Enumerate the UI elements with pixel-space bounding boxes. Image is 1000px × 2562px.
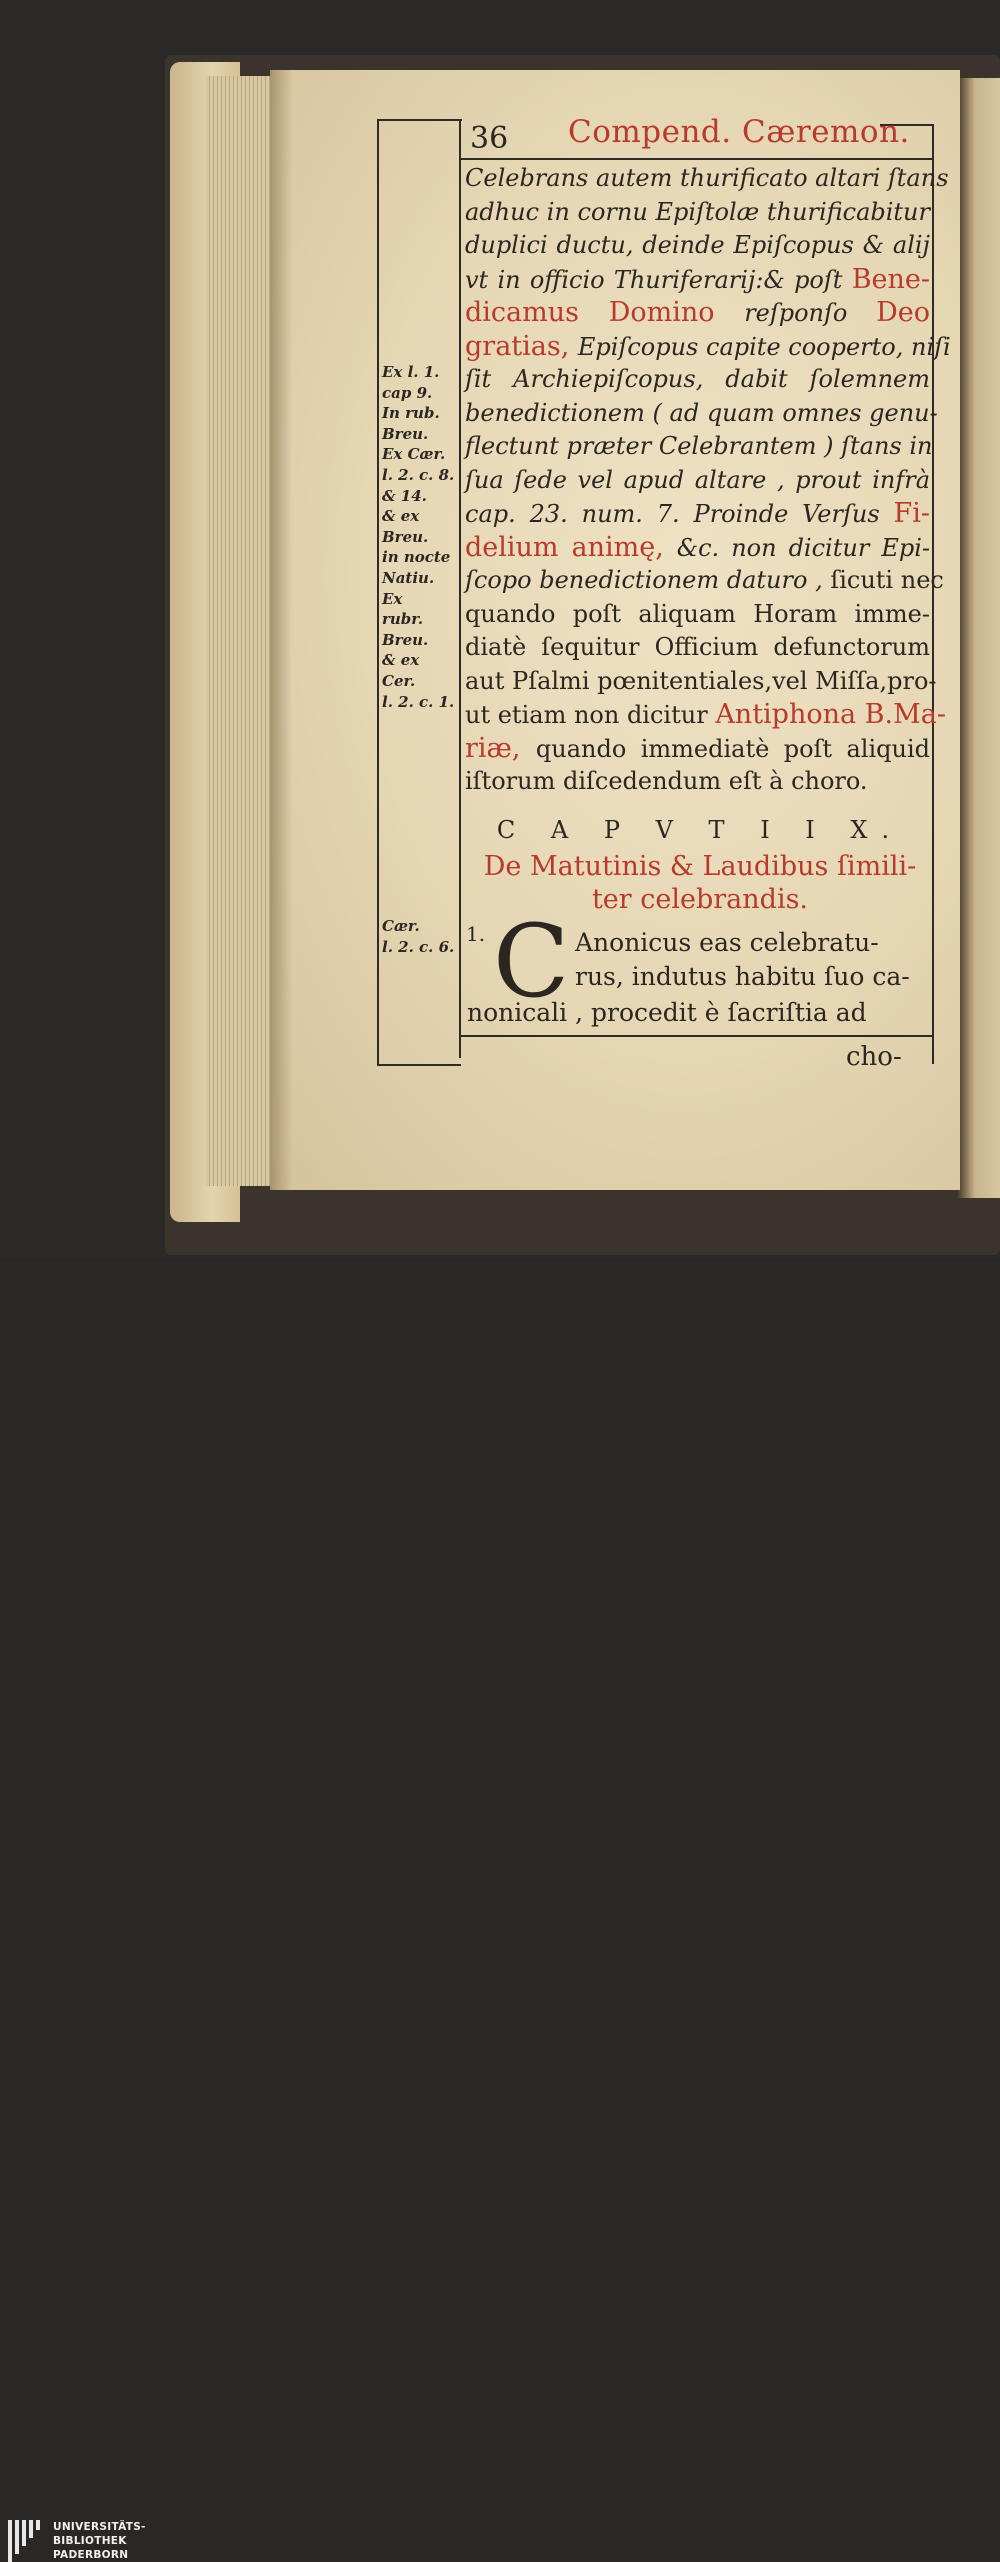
text-line [465,397,938,431]
marginal-note-line: l. 2. c. 1. [382,692,455,711]
marginal-note-line: in nocte [382,548,451,567]
text-run: reſponſo [744,299,877,327]
marginal-notes [382,362,462,712]
header-underline [459,158,934,160]
text-run: Celebrans autem thurificato altari ſtans [465,164,949,192]
frame-bottom-rule [459,1035,934,1037]
chapter-heading: C A P V T I I X. [496,816,904,844]
rubric-text: dicamus Domino [465,297,745,328]
text-line-content [465,732,930,766]
text-line-content [465,196,930,230]
text-line-content [465,698,946,732]
marginal-note-line: Cær. [382,917,420,935]
library-logo-bar [0,1258,1000,2561]
text-run: ſit Archiepiſcopus, dabit ſolemnem [465,365,930,393]
text-line-content [465,464,930,498]
frame-left-rule [377,120,379,1065]
text-line [465,296,935,330]
text-line [465,464,935,498]
rubric-text: gratias, [465,330,578,362]
logo-text-line: UNIVERSITÄTS- [53,2521,146,2533]
drop-cap: C [493,903,570,1020]
logo-text-line: BIBLIOTHEK [53,2535,127,2547]
marginal-note-line: cap 9. [382,383,433,402]
page-number: 36 [470,121,509,156]
marginal-note-line: Breu. [382,527,429,546]
frame-bottom-left-rule [377,1064,461,1066]
text-run: ſcopo benedictionem daturo , [465,566,831,594]
text-line [465,263,935,297]
text-line-content [465,363,930,397]
marginal-note-line: Ex Cær. [382,445,446,464]
library-logo-icon [8,2520,46,2562]
text-run: aut Pſalmi pœnitentiales,vel Miſſa,pro- [465,666,937,695]
text-line [465,765,935,799]
text-line-content [465,296,930,330]
text-line-content [465,564,944,598]
marginal-note-line: & ex [382,651,420,670]
body-line: Anonicus eas celebratu- [575,928,879,957]
marginal-note-line: Breu. [382,424,429,443]
text-line [465,732,935,766]
marginal-note-line: rubr. [382,610,424,629]
text-line [465,665,935,699]
text-run: flectunt præter Celebrantem ) ſtans in [465,432,933,460]
text-run: adhuc in cornu Epiſtolæ thurificabitur [465,197,930,226]
text-line [465,330,951,364]
text-line-content [465,229,930,263]
text-line-content [465,330,951,364]
rubric-text: Antiphona B.Ma- [715,699,946,730]
marginal-note-line: Ex l. 1. [382,363,440,381]
marginal-notes-lower [382,916,462,957]
text-run: vt in officio Thuriferarij:& poſt [465,265,852,294]
text-line-content [465,397,938,431]
marginal-note-line: In rub. [382,404,440,423]
text-run: ſicuti nec [830,566,944,594]
chapter-title-line: De Matutinis & Laudibus ſimili- [483,851,917,882]
text-line-content [465,531,930,565]
rubric-text: Fi- [893,498,930,529]
text-line-content [465,631,930,665]
main-text-block [465,162,951,799]
body-line: rus, indutus habitu ſuo ca- [575,962,910,991]
text-line [465,162,949,196]
marginal-note-line: Cer. [382,671,416,690]
page-scan [0,0,1000,1258]
rubric-text: delium animę, [465,531,677,563]
facing-page-edge [958,78,1000,1198]
text-line [465,363,935,397]
text-run: duplici ductu, deinde Epiſcopus & alij [465,231,930,259]
marginal-note-line: Breu. [382,630,429,649]
text-run: quando immediatè poſt aliquid [535,734,931,763]
text-line [465,698,946,732]
text-line-content [465,263,930,297]
text-line [465,564,944,598]
marginal-note-line: Ex [382,589,403,608]
text-run: benedictionem ( ad quam omnes genu- [465,398,938,427]
marginal-note-line: Natiu. [382,568,435,587]
chapter-title-line: ter celebrandis. [591,884,809,915]
marginal-note-line: & 14. [382,486,427,505]
text-run: diatè ſequitur Officium defunctorum [465,633,930,661]
rubric-text: Deo [876,297,930,328]
marginal-note-line: l. 2. c. 8. [382,465,455,484]
text-line [465,631,935,665]
text-line-content [465,765,930,799]
text-run: ut etiam non dicitur [465,701,716,729]
text-line-content [465,430,933,464]
text-run: iſtorum diſcedendum eſt à choro. [465,767,868,795]
marginal-note-line: l. 2. c. 6. [382,937,455,956]
text-run: cap. 23. num. 7. Proinde Verſus [465,500,894,528]
text-run: ſua ſede vel apud altare , prout infrà [465,465,930,494]
section-number: 1. [466,922,486,946]
text-line-content [465,665,937,699]
text-line-content [465,497,930,531]
body-line: nonicali , procedit è ſacriſtia ad [467,998,867,1027]
text-line [465,497,935,531]
text-line-content [465,162,949,196]
rubric-text: Bene- [851,263,930,295]
rubric-text: riæ, [465,732,536,764]
text-run: quando poſt aliquam Horam imme- [465,599,930,628]
text-line [465,229,935,263]
text-line [465,531,935,565]
text-run: &c. non dicitur Epi- [676,533,930,562]
text-line [465,196,935,230]
text-line [465,430,935,464]
frame-top-rule [377,119,462,121]
page-gutter [270,70,292,1190]
logo-text-line: PADERBORN [53,2549,129,2561]
text-run: Epiſcopus capite cooperto, niſi [577,332,951,361]
text-line-content [465,598,930,632]
catchword: cho- [846,1042,902,1072]
running-head: Compend. Cæremon. [568,114,910,150]
text-line [465,598,935,632]
marginal-note-line: & ex [382,507,420,526]
